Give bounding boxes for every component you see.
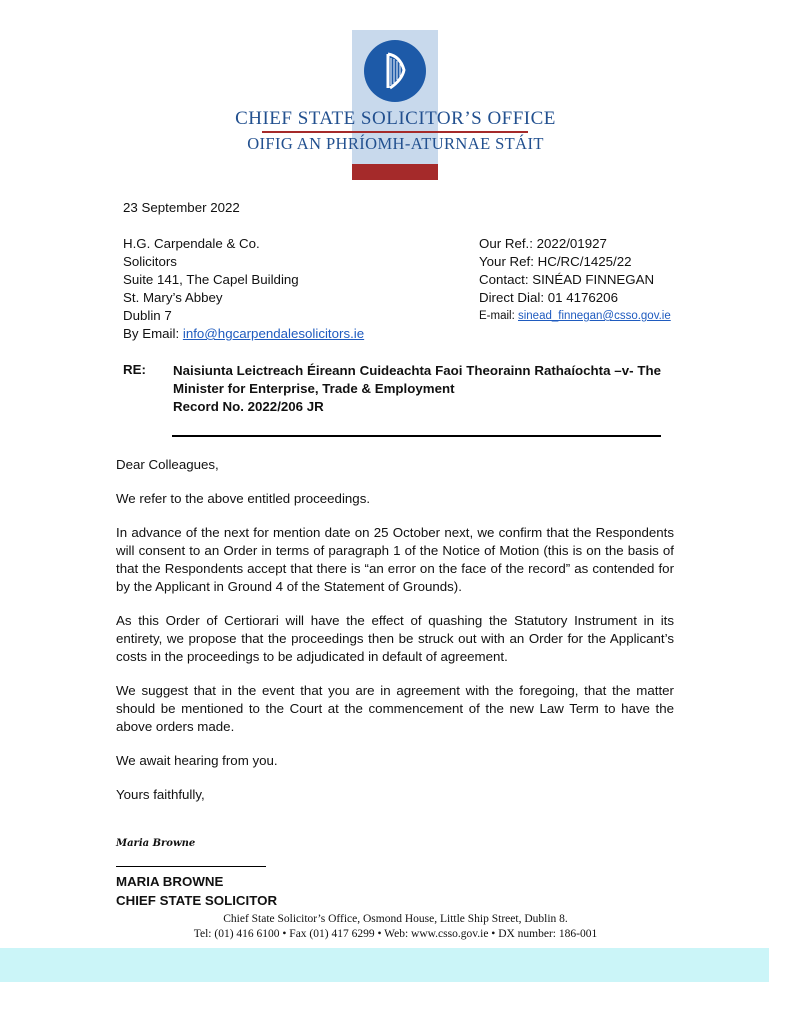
signatory-title: CHIEF STATE SOLICITOR bbox=[116, 893, 278, 908]
address-line: Suite 141, The Capel Building bbox=[123, 272, 299, 287]
body-paragraph: We await hearing from you. bbox=[116, 753, 278, 768]
contact-email-link[interactable]: sinead_finnegan@csso.gov.ie bbox=[517, 310, 671, 322]
reference-block bbox=[479, 235, 671, 325]
office-title-en: CHIEF STATE SOLICITOR’S OFFICE bbox=[235, 108, 556, 129]
address-line: St. Mary’s Abbey bbox=[123, 290, 223, 305]
title-divider bbox=[262, 131, 528, 133]
body-paragraph: We refer to the above entitled proceedings. bbox=[116, 491, 371, 506]
body-paragraph: As this Order of Certiorari will have the effect of quashing the Statutory Instrument in its entirety, we propose that the proceedings then be struck out with an Order for the Applicant’s costs in the proceedings to be adjudicated in default of agreement. bbox=[116, 613, 674, 664]
re-label: RE: bbox=[123, 362, 146, 377]
address-line: Solicitors bbox=[123, 254, 177, 269]
your-ref: Your Ref: HC/RC/1425/22 bbox=[479, 254, 632, 269]
re-title: Naisiunta Leictreach Éireann Cuideachta Faoi Theorainn Rathaíochta –v- The Minister for Enterprise, Trade & Employment bbox=[173, 363, 661, 396]
closing: Yours faithfully, bbox=[116, 787, 205, 802]
contact-email-row bbox=[479, 307, 671, 325]
recipient-email-label: By Email: bbox=[123, 326, 183, 341]
footer-band bbox=[0, 948, 769, 982]
address-line: H.G. Carpendale & Co. bbox=[123, 236, 260, 251]
letter-body bbox=[116, 456, 674, 820]
logo-red-band bbox=[352, 164, 438, 180]
body-paragraph: In advance of the next for mention date on 25 October next, we confirm that the Respondents will consent to an Order in terms of paragraph 1 of the Notice of Motion (this is on the basis of that the Respondents accept that there is “an error on the face of the record” as contended for by the Applicant in Ground 4 of the Statement of Grounds). bbox=[116, 525, 674, 594]
recipient-email-link[interactable]: info@hgcarpendalesolicitors.ie bbox=[182, 326, 365, 341]
office-title-ga: OIFIG AN PHRÍOMH-ATURNAE STÁIT bbox=[247, 134, 544, 153]
re-record-number: Record No. 2022/206 JR bbox=[173, 399, 324, 414]
salutation: Dear Colleagues, bbox=[116, 457, 219, 472]
harp-icon bbox=[364, 40, 426, 102]
re-subject bbox=[173, 362, 661, 416]
recipient-address bbox=[123, 235, 364, 343]
re-divider bbox=[172, 435, 661, 437]
contact-email-label: E-mail: bbox=[479, 310, 518, 322]
recipient-email-row bbox=[123, 325, 364, 343]
direct-dial: Direct Dial: 01 4176206 bbox=[479, 290, 618, 305]
address-line: Dublin 7 bbox=[123, 308, 172, 323]
signatory bbox=[116, 872, 277, 910]
body-paragraph: We suggest that in the event that you are in agreement with the foregoing, that the matter should be mentioned to the Court at the commencement of the new Law Term to have the above orders made. bbox=[116, 683, 674, 734]
footer-address: Chief State Solicitor’s Office, Osmond House, Little Ship Street, Dublin 8. bbox=[223, 913, 568, 925]
footer bbox=[0, 912, 791, 942]
contact: Contact: SINÉAD FINNEGAN bbox=[479, 272, 655, 287]
footer-contact: Tel: (01) 416 6100 • Fax (01) 417 6299 • Web: www.csso.gov.ie • DX number: 186-001 bbox=[193, 928, 598, 940]
handwritten-signature: Maria Browne bbox=[116, 838, 196, 849]
signature-line bbox=[116, 866, 266, 867]
our-ref: Our Ref.: 2022/01927 bbox=[479, 236, 607, 251]
signatory-name: MARIA BROWNE bbox=[116, 874, 224, 889]
letter-date: 23 September 2022 bbox=[123, 200, 240, 215]
